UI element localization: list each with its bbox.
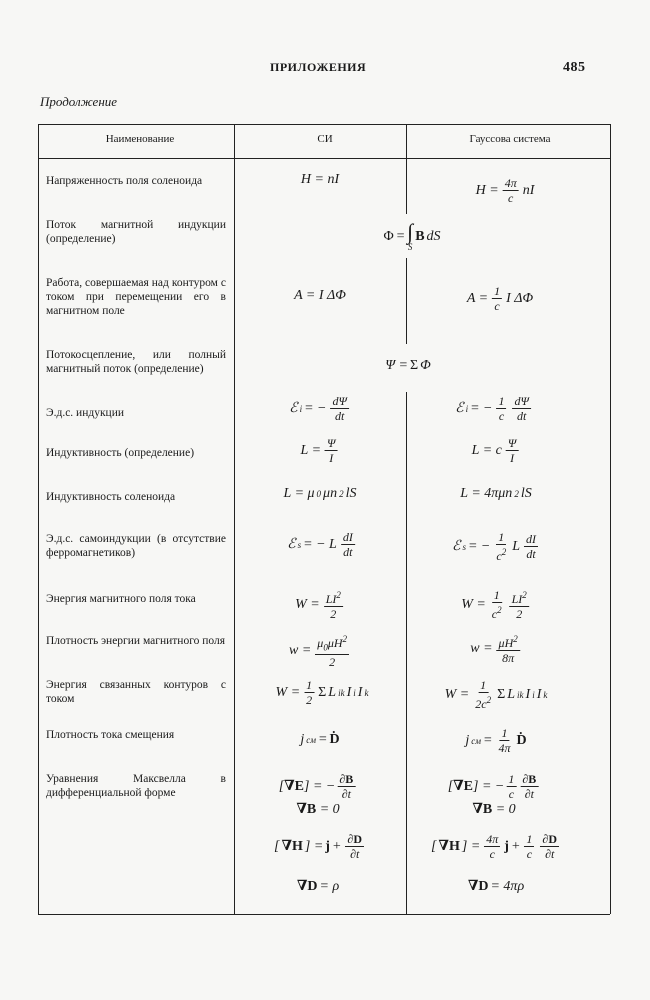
formula-si-solenoid-inductance: L = μ 0 μn 2 lS	[283, 486, 357, 501]
table-left-border	[38, 124, 39, 914]
row-name: Плотность тока смещения	[46, 729, 175, 741]
formula-si-field-energy: W = $\frac{LI^2}{2}$	[295, 590, 341, 621]
formula-gauss-emf: ℰ i = − $\frac{1}{c}$ $\frac{d\Psi}{dt}$	[455, 394, 529, 423]
table-header-border	[38, 158, 610, 159]
formula-gauss-displacement-current: j см = $\frac{1}{4\pi}$ Ḋ	[465, 726, 527, 755]
formula-si-work: A = I ΔΦ	[294, 288, 346, 303]
row-name: Плотность энергии магнитного поля	[46, 635, 226, 647]
formula-si-displacement-current: j см = Ḋ	[300, 732, 340, 747]
row-name: Э.д.с. индукции	[46, 407, 125, 419]
formula-si-self-emf: ℰ s = − L $\frac{dI}{dt}$	[287, 530, 353, 559]
continuation-label: Продолжение	[40, 94, 118, 109]
table-top-border	[38, 124, 610, 125]
formula-si-maxwell-3: ∇D = ρ	[296, 878, 340, 894]
row-name: Уравнения Максвелла в дифференциальной форме	[46, 773, 226, 799]
table-bottom-border	[38, 914, 610, 915]
formula-gauss-energy-density: w = $\frac{\mu H^2}{8\pi}$	[470, 634, 518, 665]
column-divider-name	[234, 124, 235, 914]
formula-gauss-maxwell-2: [ ∇H ] = $\frac{4\pi}{c}$ j + $\frac{1}{c}$ $\frac{\partial D}{\partial t}$	[430, 832, 558, 861]
formula-flux-linkage: Ψ = Σ Φ	[385, 358, 431, 373]
row-name: Поток магнитной индукции (определение)	[46, 219, 226, 245]
row-name: Э.д.с. самоиндукции (в отсутствие ферромагнетиков)	[46, 533, 226, 559]
formula-si-maxwell-2: [ ∇H ] = j + $\frac{\partial D}{\partial t}$	[273, 832, 363, 861]
column-header-name: Наименование	[105, 133, 175, 145]
formula-gauss-inductance: L = c $\frac{\Psi}{I}$	[471, 436, 517, 465]
column-header-gauss: Гауссова система	[469, 133, 551, 145]
row-name: Потокосцепление, или полный магнитный поток (определение)	[46, 349, 226, 375]
formula-magnetic-flux: Φ = ∫ S B dS	[383, 219, 441, 252]
row-name: Энергия магнитного поля тока	[46, 593, 196, 605]
row-name: Индуктивность соленоида	[46, 491, 176, 503]
column-divider-si-2	[406, 258, 407, 344]
row-name: Индуктивность (определение)	[46, 447, 195, 459]
column-header-si: СИ	[317, 133, 333, 145]
row-name: Работа, совершаемая над контуром с током при перемещении его в магнитном поле	[46, 277, 226, 317]
formula-si-coupled-energy: W = $\frac{1}{2}$ Σ L ik I i I k	[275, 678, 369, 707]
formula-gauss-solenoid-inductance: L = 4πμn 2 lS	[460, 486, 532, 501]
formula-gauss-work: A = $\frac{1}{c}$ I ΔΦ	[466, 284, 534, 313]
formula-si-emf: ℰ i = − $\frac{d\Psi}{dt}$	[289, 394, 347, 423]
formula-gauss-maxwell-3: ∇D = 4πρ	[467, 878, 525, 894]
row-name: Энергия связанных контуров с током	[46, 679, 226, 705]
formula-si-energy-density: w = $\frac{\mu_0\mu H^2}{2}$	[288, 634, 348, 670]
formula-gauss-self-emf: ℰ s = − $\frac{1}{c^2}$ L $\frac{dI}{dt}$	[451, 530, 537, 563]
formula-si-inductance: L = $\frac{\Psi}{I}$	[300, 436, 336, 465]
formula-gauss-maxwell-1: [ ∇E ] = − $\frac{1}{c}$ $\frac{\partial B}{\partial t}$ ∇B = 0	[447, 772, 537, 817]
formula-si-solenoid-field: H = nI	[300, 172, 340, 187]
table-right-border	[610, 124, 611, 914]
formula-gauss-field-energy: W = $\frac{1}{c^2}$ $\frac{LI^2}{2}$	[461, 588, 527, 621]
column-divider-si-1	[406, 124, 407, 214]
page-number: 485	[563, 60, 586, 75]
row-name: Напряженность поля соленоида	[46, 175, 203, 187]
formula-gauss-coupled-energy: W = $\frac{1}{2c^2}$ Σ L ik I i I k	[444, 678, 548, 711]
column-divider-si-3	[406, 392, 407, 914]
formula-si-maxwell-1: [ ∇E ] = − $\frac{\partial B}{\partial t}$ ∇B = 0	[278, 772, 354, 817]
running-header: ПРИЛОЖЕНИЯ	[270, 60, 367, 74]
formula-gauss-solenoid-field: H = $\frac{4\pi}{c}$ nI	[475, 176, 535, 205]
